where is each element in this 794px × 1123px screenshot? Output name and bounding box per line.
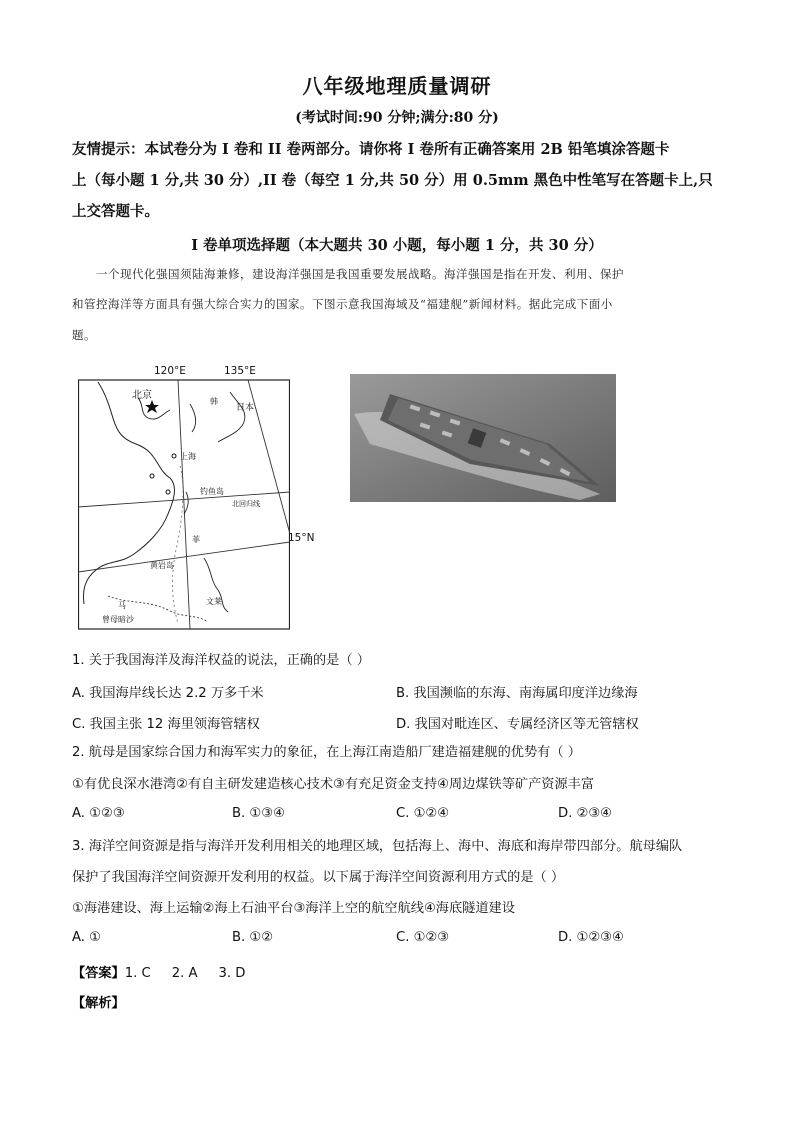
- notice-line-1: 友情提示：本试卷分为 I 卷和 II 卷两部分。请你将 I 卷所有正确答案用 2B 铅笔填涂答题卡: [72, 141, 670, 158]
- question-2-option-d[interactable]: D. ②③④: [558, 806, 613, 821]
- map-label-philippines: 菲: [192, 535, 200, 544]
- question-2-items: ①有优良深水港湾②有自主研发建造核心技术③有充足资金支持④周边煤铁等矿产资源丰富: [72, 777, 595, 792]
- section-heading: I 卷单项选择题（本大题共 30 小题，每小题 1 分，共 30 分）: [191, 237, 603, 254]
- map-label-japan: 日本: [236, 403, 255, 413]
- map-label-brunei: 文莱: [206, 597, 222, 606]
- map-label-huangyan: 黄岩岛: [150, 561, 174, 570]
- answer-text: 1. C 2. A 3. D: [124, 966, 246, 981]
- question-1-option-c[interactable]: C. 我国主张 12 海里领海管辖权: [72, 717, 260, 732]
- question-2-option-a[interactable]: A. ①②③: [72, 806, 125, 821]
- map-label-shanghai: 上海: [180, 452, 196, 461]
- map-label-beijing: 北京: [132, 390, 152, 401]
- question-3-option-d[interactable]: D. ①②③④: [558, 930, 624, 945]
- map-label-korea: 韩: [210, 397, 218, 406]
- question-3-option-a[interactable]: A. ①: [72, 930, 101, 945]
- map-label-zengmu: 曾母暗沙: [102, 615, 134, 624]
- map-lat-15: 15°N: [288, 532, 315, 544]
- question-3-option-b[interactable]: B. ①②: [232, 930, 274, 945]
- question-2-option-c[interactable]: C. ①②④: [396, 806, 450, 821]
- question-1-stem: 1. 关于我国海洋及海洋权益的说法，正确的是（ ）: [72, 653, 370, 668]
- question-2-stem: 2. 航母是国家综合国力和海军实力的象征，在上海江南造船厂建造福建舰的优势有（ ）: [72, 745, 581, 760]
- intro-line-3: 题。: [72, 328, 96, 342]
- question-2-option-b[interactable]: B. ①③④: [232, 806, 285, 821]
- notice-line-2: 上（每小题 1 分,共 30 分）,II 卷（每空 1 分,共 50 分）用 0.5mm 黑色中性笔写在答题卡上,只: [72, 172, 713, 189]
- exam-info: (考试时间:90 分钟;满分:80 分): [295, 110, 499, 126]
- answer-row: [72, 962, 245, 981]
- question-1-option-a[interactable]: A. 我国海岸线长达 2.2 万多千米: [72, 686, 264, 701]
- answer-label: 【答案】: [72, 966, 125, 981]
- map-lon-135: 135°E: [224, 365, 256, 377]
- map-label-malaysia: 马: [118, 601, 126, 610]
- question-3-stem-line-1: 3. 海洋空间资源是指与海洋开发利用相关的地理区域，包括海上、海中、海底和海岸带四部分。航母编队: [72, 839, 683, 854]
- question-3-items: ①海港建设、海上运输②海上石油平台③海洋上空的航空航线④海底隧道建设: [72, 901, 515, 916]
- notice-line-3: 上交答题卡。: [72, 203, 159, 220]
- intro-line-1: 一个现代化强国须陆海兼修，建设海洋强国是我国重要发展战略。海洋强国是指在开发、利用、保护: [96, 267, 624, 281]
- china-sea-map: [78, 365, 315, 630]
- map-label-tropic: 北回归线: [232, 500, 260, 508]
- map-lon-120: 120°E: [154, 365, 186, 377]
- question-1-option-b[interactable]: B. 我国濒临的东海、南海属印度洋边缘海: [396, 686, 638, 701]
- intro-line-2: 和管控海洋等方面具有强大综合实力的国家。下图示意我国海域及“福建舰”新闻材料。据此完成下面小: [72, 297, 613, 311]
- page-title: 八年级地理质量调研: [302, 74, 492, 98]
- question-3-option-c[interactable]: C. ①②③: [396, 930, 450, 945]
- analysis-label: 【解析】: [72, 996, 125, 1011]
- analysis-row: [72, 992, 125, 1011]
- question-1-option-d[interactable]: D. 我国对毗连区、专属经济区等无管辖权: [396, 717, 639, 732]
- carrier-photo: [350, 374, 616, 502]
- map-label-diaoyu: 钓鱼岛: [200, 487, 224, 496]
- question-3-stem-line-2: 保护了我国海洋空间资源开发利用的权益。以下属于海洋空间资源利用方式的是（ ）: [72, 870, 565, 885]
